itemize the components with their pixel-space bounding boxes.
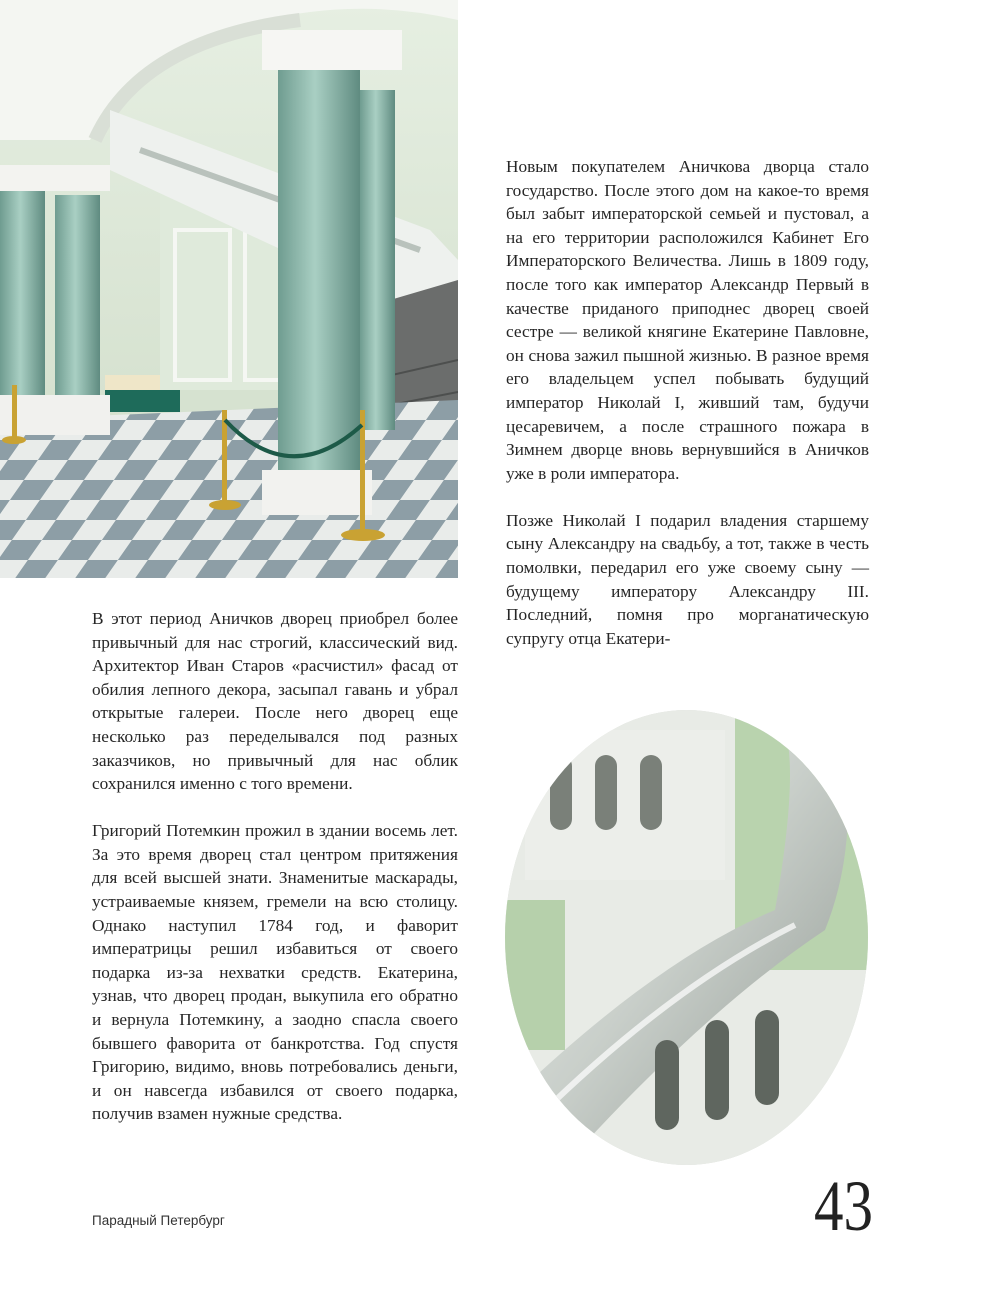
staircase-hall-photo: [0, 0, 458, 578]
paragraph: В этот период Аничков дворец приобрел более привычный для нас строгий, классический вид. Архитектор Иван Старов «расчистил» фасад от обилия лепного декора, засыпал гавань и убрал открытые галереи. После него дворец еще несколько раз переделывался под разных заказчиков, но привычный для нас облик сохранился именно с того времени.: [92, 609, 458, 794]
article-right-column: [506, 155, 869, 674]
staircase-hall-illustration: [0, 0, 458, 578]
marble-railing-photo: [505, 710, 868, 1165]
paragraph: Григорий Потемкин прожил в здании восемь лет. За это время дворец стал центром притяжения для всей высшей знати. Знаменитые маскарады, устраиваемые князем, гремели на всю столицу. Однако наступил 1784 год, и фаворит императрицы решил избавиться от своего подарка из-за нехватки средств. Екатерина, узнав, что дворец продан, выкупила его обратно и вернула Потемкину, а заодно спасла своего бывшего фаворита от банкротства. Год спустя Григорию, видимо, вновь потребовались деньги, и он навсегда избавился от своего подарка, получив взамен нужные средства.: [92, 821, 458, 1124]
page-number: 43: [813, 1166, 873, 1246]
magazine-title: Парадный Петербург: [92, 1213, 225, 1228]
paragraph: Новым покупателем Аничкова дворца стало государство. После этого дом на какое-то время был забыт императорской семьей и пустовал, а на его территории расположился Кабинет Его Императорского Величества. Лишь в 1809 году, после того как император Александр Первый в качестве приданого приподнес дворец своей сестре — великой княгине Екатерине Павловне, он снова зажил пышной жизнью. В разное время его владельцем успел побывать будущий император Николай I, живший там, будучи цесаревичем, а после страшного пожара в Зимнем дворце вновь вернувшийся в Аничков уже в роли императора.: [506, 157, 869, 483]
marble-railing-illustration: [505, 710, 868, 1165]
article-left-column: [92, 607, 458, 1149]
paragraph: Позже Николай I подарил владения старшему сыну Александру на свадьбу, а тот, также в честь помолвки, передарил его уже своему сыну — будущему императору Александру III. Последний, помня про морганатическую супругу отца Екатери-: [506, 510, 869, 648]
